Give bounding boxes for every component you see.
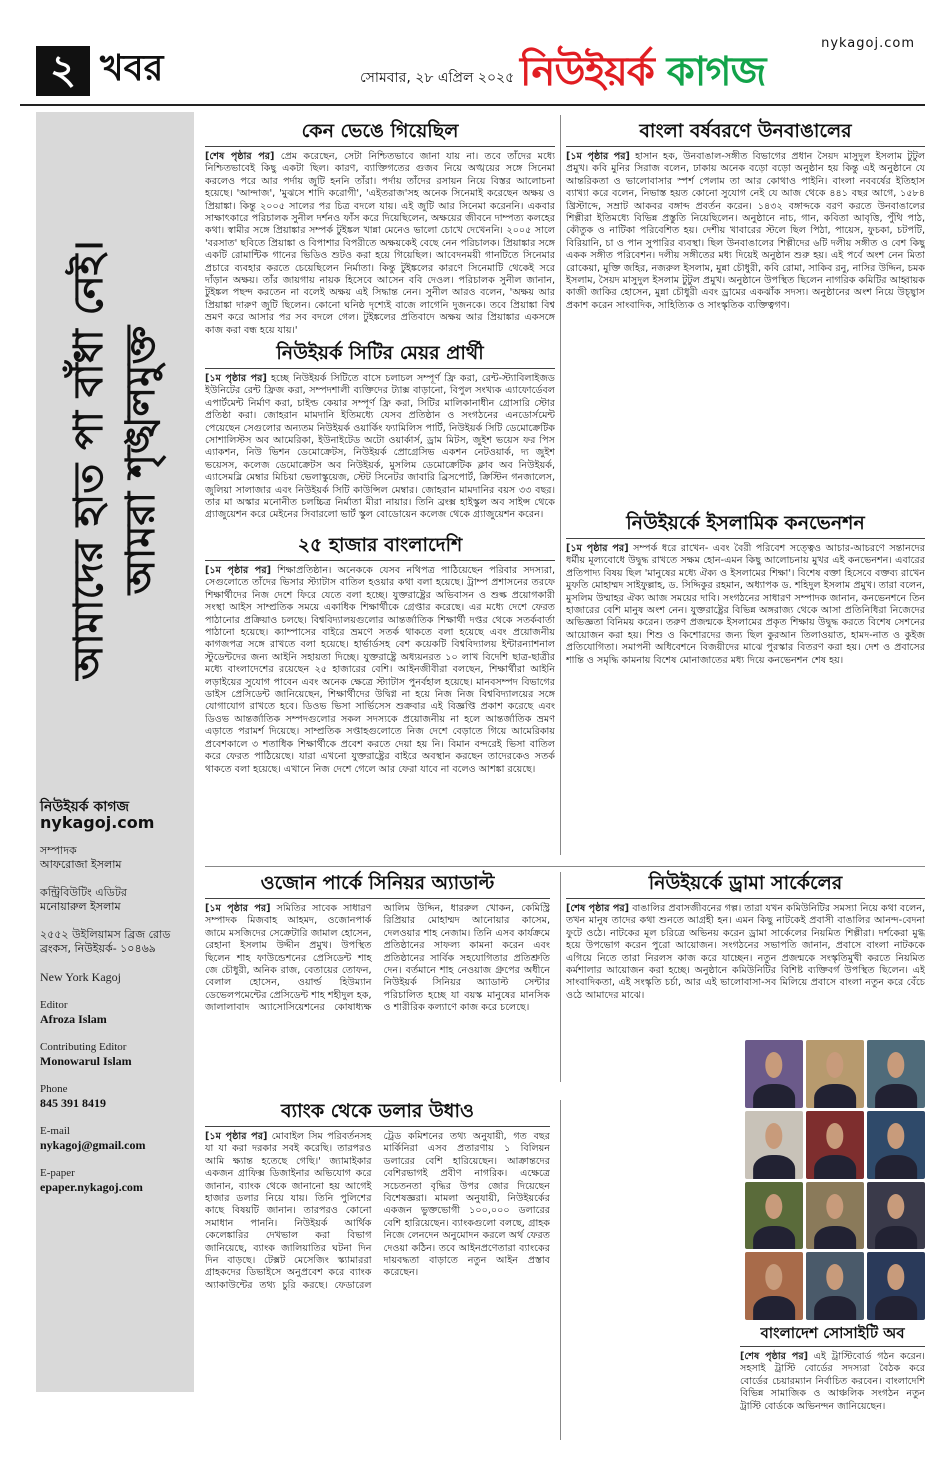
article-body: [শেষ পৃষ্ঠার পর] এই ট্রাস্টিবোর্ড গঠন করেন। সহসাই ট্রাস্টি বোর্ডের সদস্যরা বৈঠক করে বোর্ডের চেয়ারম্যান নির্বাচিত করবেন। বাংলাদেশি বিভিন্ন সামাজিক ও আঞ্চলিক সংগঠন নতুন ট্রাস্টি বোর্ডকে অভিনন্দন জানিয়েছেন। [740,1351,925,1412]
contrib-name: Monowarul Islam [40,1054,132,1068]
masthead-page-label [36,46,163,96]
column-divider [560,115,561,855]
logo-url: nykagoj.com [821,36,915,51]
epaper-label: E-paper [40,1167,75,1179]
article-title: নিউইয়র্ক সিটির মেয়র প্রার্থী [276,342,484,364]
paper-name-bn: নিউইয়র্ক কাগজ [40,799,130,815]
photo-collage [745,1040,925,1320]
article-ken-bhenge [205,118,555,340]
phone-label: Phone [40,1083,68,1095]
page-number: ২ [36,46,90,96]
editor-label-bn: সম্পাদক [40,844,77,857]
email-label: E-mail [40,1125,70,1137]
masthead-rule [20,104,925,106]
issue-date: সোমবার, ২৮ এপ্রিল ২০২৫ [360,70,515,86]
portrait-photo [806,1182,864,1250]
newspaper-logo [520,36,915,100]
article-ozone [205,870,550,1085]
article-title: বাংলাদেশ সোসাইটি অব [760,1324,905,1342]
logo-part-1: নিউইয়র্ক [520,49,654,95]
article-title: ব্যাংক থেকে ডলার উধাও [281,1100,474,1122]
address-line-1: ২৫৫২ উইলিয়ামস ব্রিজ রোড [40,928,171,941]
portrait-photo [867,1040,925,1108]
article-islamic [566,510,925,855]
article-body: [শেষ পৃষ্ঠার পর] বাঙালির প্রবাসজীবনের গল্প। তারা যখন কমিউনিটির সমস্যা নিয়ে কথা বলেন, তখন মানুষ তাদের কথা শুনতে আগ্রহী হন। এমন কিছু নাটকেই প্রবাসী বাঙালির আনন্দ-বেদনা ফুটে ওঠে। নাটকের মূল চরিত্রে অভিনয় করেন ড্রামা সার্কেলের নিয়মিত শিল্পীরা। দর্শকেরা মুগ্ধ হয়ে উপভোগ করেন পুরো আয়োজন। সংগঠনের সভাপতি জানান, প্রবাসে বাংলা নাটককে এগিয়ে নিতে তারা নিরলস কাজ করে যাচ্ছেন। নতুন প্রজন্মকে সংস্কৃতিমুখী করতে নিয়মিত কর্মশালার আয়োজন করা হচ্ছে। অনুষ্ঠানে কমিউনিটির বিশিষ্ট ব্যক্তিবর্গ উপস্থিত ছিলেন। এই সাংবাদিকতা, এই সংস্কৃতি চর্চা, আর এই ভালোবাসা-সব মিলিয়ে প্রবাসে বাংলা নতুন করে বেঁচে ওঠে আমাদের মাঝে। [566,903,925,1001]
portrait-photo [745,1182,803,1250]
contrib-name-bn: মনোয়ারুল ইসলাম [40,900,121,913]
column-divider [560,1100,561,1440]
email-link[interactable]: nykagoj@gmail.com [40,1138,146,1152]
address-line-2: ব্রংকস, নিউইয়র্ক- ১০৪৬৯ [40,942,156,955]
contrib-label: Contributing Editor [40,1041,127,1053]
article-drama [566,870,925,1030]
phone-number: 845 391 8419 [40,1096,106,1110]
portrait-photo [867,1111,925,1179]
editor-name: Afroza Islam [40,1012,107,1026]
article-title: নিউইয়র্কে ড্রামা সার্কেলের [648,872,843,894]
article-bank [205,1098,550,1438]
slogan-line-2: আমরা শৃঙ্খলমুক্ত [118,325,164,595]
column-divider [560,872,561,1082]
article-body: [১ম পৃষ্ঠার পর] শিক্ষাপ্রতিষ্ঠান। অনেককে যেসব নথিপত্র পাঠিয়েছেন পরিবার সদস্যরা, সেগুলোতে তাঁদের ভিসার স্ট্যাটাস বাতিল হওয়ার কথা বলা হয়েছে। ট্রাম্প প্রশাসনের তরফে শিক্ষার্থীদের নিজ দেশে ফিরে যেতে বলা হচ্ছে। যুক্তরাষ্ট্রের অভিবাসন ও শুল্ক প্রয়োগকারী সংস্থা আইস সাম্প্রতিক সময়ে একাধিক শিক্ষার্থীকে গ্রেপ্তার করেছে। এর মধ্যে দেশে ফেরত পাঠানোর প্রক্রিয়াও চলছে। বিশ্ববিদ্যালয়গুলোর আন্তর্জাতিক শিক্ষার্থী দপ্তর থেকে সতর্কবার্তা পাঠানো হয়েছে। ক্যাম্পাসের বাইরে ভ্রমণে সতর্ক থাকতে বলা হয়েছে এবং প্রয়োজনীয় কাগজপত্র সঙ্গে রাখতে বলা হয়েছে। হার্ভার্ডসহ বেশ কয়েকটি বিশ্ববিদ্যালয় ইন্টারন্যাশনাল স্টুডেন্টদের জন্য আইনি সহায়তা দিচ্ছে। যুক্তরাষ্ট্রে অধ্যয়নরত ১০ লাখ বিদেশি ছাত্র-ছাত্রীর মধ্যে বাংলাদেশের রয়েছেন ২৫ হাজারের বেশি। আইনজীবীরা বলছেন, শিক্ষার্থীরা আইনি লড়াইয়ের সুযোগ পাবেন এবং অনেক ক্ষেত্রে স্ট্যাটাস পুনর্বহাল হয়েছে। মানবসম্পদ বিভাগের ডাইস প্রেসিডেন্ট জানিয়েছেন, শিক্ষার্থীদের উদ্বিগ্ন না হয়ে নিজ নিজ বিশ্ববিদ্যালয়ের সঙ্গে যোগাযোগ রাখতে হবে। ডিওভ ভিসা সার্ভিসেস শুক্রবার এই বিজ্ঞপ্তি প্রকাশ করেছে এবং ডিওভ আন্তর্জাতিক সম্পদগুলোর সকল সদস্যকে প্রয়োজনীয় না হলে আন্তর্জাতিক ভ্রমণ এড়াতে পরামর্শ দিয়েছে। সাম্প্রতিক সপ্তাহগুলোতে নিজ দেশে বেড়াতে গিয়ে আমেরিকায় প্রবেশকালে ৩ শতাধিক শিক্ষার্থীকে প্রবেশ করতে দেয়া হয় নি। বিমান বন্দরেই ভিসা বাতিল করে ফেরত পাঠিয়েছে। যারা এখনো যুক্তরাষ্ট্রের বাইরে অবস্থান করছেন তাদেরকেও সতর্ক থাকতে বলা হয়েছে। এখানে নিজ দেশে গেলে আর ফেরা যাবে না বলেও আশঙ্কা রয়েছে। [205,565,555,775]
article-title: ২৫ হাজার বাংলাদেশি [297,534,463,556]
sidebar-slogan [36,140,194,780]
portrait-photo [745,1111,803,1179]
article-baishakh [566,118,925,508]
portrait-photo [745,1252,803,1320]
editor-name-bn: আফরোজা ইসলাম [40,858,122,871]
slogan-line-1: আমাদের হাত পা বাঁধা নেই। [66,240,112,680]
editor-label: Editor [40,999,68,1011]
article-title: বাংলা বর্ষবরণে উনবাঙালের [639,120,852,142]
portrait-photo [867,1182,925,1250]
article-title: নিউইয়র্কে ইসলামিক কনভেনশন [626,512,865,534]
portrait-photo [867,1252,925,1320]
logo-part-2: কাগজ [666,49,766,95]
article-mayor [205,340,555,530]
article-body: [১ম পৃষ্ঠার পর] সম্পর্ক ধরে রাখেন- এবং বৈরী পরিবেশ সত্ত্বেও আচার-আচরণে সন্তানদের ধর্মীয় মূল্যবোধে উদ্বুদ্ধ রাখতে সক্ষম হোন-এমন কিছু আলোচনায় মুখর এই কনভেনশন। এবারের প্রতিপাদ্য বিষয় ছিল 'মানুষের মধ্যে ঐক্য ও ইসলামের শিক্ষা'। বিশেষ বক্তা হিসেবে বক্তব্য রাখেন মুফতি মোহাম্মদ সাইফুল্লাহ, ড. সিদ্দিকুর রহমান, অধ্যাপক ড. শহিদুল ইসলাম প্রমুখ। তারা বলেন, মুসলিম উম্মাহর ঐক্য আজ সময়ের দাবি। সংগঠনের সাধারণ সম্পাদক জানান, কনভেনশনে তিন হাজারের বেশি মানুষ অংশ নেন। যুক্তরাষ্ট্রের বিভিন্ন অঙ্গরাজ্য থেকে আসা প্রতিনিধিরা নিজেদের অভিজ্ঞতা বিনিময় করেন। তরুণ প্রজন্মকে ইসলামের প্রকৃত শিক্ষায় উদ্বুদ্ধ করতে বিশেষ সেশনের আয়োজন করা হয়। শিশু ও কিশোরদের জন্য ছিল কুরআন তিলাওয়াত, হামদ-নাত ও কুইজ প্রতিযোগিতা। সমাপনী অধিবেশনে বিজয়ীদের মাঝে পুরস্কার বিতরণ করা হয়। দেশ ও প্রবাসের শান্তি ও সমৃদ্ধি কামনায় বিশেষ মোনাজাতের মধ্য দিয়ে কনভেনশন শেষ হয়। [566,543,925,666]
row-divider [205,866,925,867]
epaper-link[interactable]: epaper.nykagoj.com [40,1180,143,1194]
article-title: ওজোন পার্কে সিনিয়র অ্যাডাল্ট [260,872,495,894]
paper-name-en: New York Kagoj [40,970,121,984]
article-society [740,1322,925,1442]
article-body: [১ম পৃষ্ঠার পর] সমিতির সাবেক সাধারণ সম্পাদক মিজবাহ আহমদ, ওজোনপার্ক জামে মসজিদের সেক্রেটারি জামাল হোসেন, রেহানা ইসলাম উদ্দীন প্রমুখ। উপস্থিত ছিলেন শাহ ফাউন্ডেশনের প্রেসিডেন্ট শাহ জে চৌধুরী, অনিক রাজ, বেতায়ের তোফন, বেলাল হোসেন, ওয়ার্ল্ড হিউম্যান ডেভেলপমেন্টের প্রেসিডেন্ট শাহ শহীদুল হক, জালালাবাদ অ্যাসোসিয়েশনের কোষাধ্যক্ষ আলিম উদ্দিন, ধাররুল খোকন, কেমিস্ট্রি রিপ্রিয়ার মোহাম্মদ আনোয়ার কাসেম, দেলওয়ার শাহ নেজাম। তিনি এসব কার্যক্রমে প্রতিষ্ঠানের সাফল্য কামনা করেন এবং প্রতিষ্ঠানের সার্বিক সহযোগিতার প্রতিশ্রুতি দেন। বর্তমানে শাহ নেওয়াজ গ্রুপের অধীনে নিউইয়র্ক সিনিয়র অ্যাডাল্ট সেন্টার পরিচালিত হচ্ছে যা বয়স্ক মানুষের মানসিক ও শারীরিক কল্যাণে কাজ করে চলেছে। [205,903,550,1014]
article-title: কেন ভেঙে গিয়েছিল [301,120,459,142]
article-body: [শেষ পৃষ্ঠার পর] প্রেম করেছেন, সেটা নিশ্চিতভাবে জানা যায় না। তবে তাঁদের মধ্যে নিশ্চিতভাবেই কিছু একটা ছিল। কারণ, ব্যাক্তিগতের গুজব নিয়ে অঙ্খয়ের সঙ্গে সিনেমা করলেও পরে আর পর্দায় জুটি হননি তাঁরা। পর্দায় তাঁদের রসায়ন নিয়ে বিস্তর আলোচনা হয়েছে। 'আন্দাজ', 'মুঝসে শাদি করোগী', 'এইতরাজ'সহ অনেক সিনেমাই করেছেন অক্ষয় ও প্রিয়াঙ্কা। কিন্তু ২০০৫ সালের পর চিত্র বদলে যায়। এই জুটি আর সিনেমা করেননি। একবার সাক্ষাৎকারে পরিচালক সুনীল দর্শনও ফাঁস করে দিয়েছিলেন, অক্ষয়ের জীবনে দাম্পত্য কলহের কথা। স্বামীর সঙ্গে প্রিয়াঙ্কার সম্পর্ক টুইঙ্কল খান্না মেনেও ভালো চোখে দেখেননি। ২০০৫ সালে 'বরসাত' ছবিতে প্রিয়াঙ্কা ও বিপাশার বিপরীতে অক্ষয়কেই বেছে নেন পরিচালক। প্রিয়াঙ্কার সঙ্গে একটি রোমান্টিক গানের ভিডিও শুটও করা হয়ে গিয়েছিল। আবেদনময়ী গানটিতে সিনেমার প্রচারে ব্যবহার করতে চেয়েছিলেন নির্মাতা। কিন্তু টুইঙ্কলের কারণে সিনেমাটি থেকেই সরে দাঁড়ান অক্ষয়। তাঁর জায়গায় নায়ক হিসেবে আসেন ববি দেওল। পরিচালক সুনীল জানান, টুইঙ্কল পছন্দ করতেন না বলেই অক্ষয় এই সিদ্ধান্ত নেন। সুনীল আরও বলেন, 'অক্ষয় আর প্রিয়াঙ্কা দারুণ জুটি ছিলেন। কোনো ঘনিষ্ঠ দৃশ্যেই বাজে লাগেনি দুজনকে। তবে প্রিয়াঙ্কা বিশ্ব ভ্রমণ করে আসার পর সব বদলে গেল। টুইঙ্কলের প্রতিবাদে অক্ষয় আর প্রিয়াঙ্কার একসঙ্গে কাজ করা বন্ধ হয়ে যায়।' [205,151,555,336]
section-name: খবর [100,48,164,89]
portrait-photo [806,1252,864,1320]
article-25k [205,532,555,862]
portrait-photo [806,1040,864,1108]
portrait-photo [745,1040,803,1108]
article-body: [১ম পৃষ্ঠার পর] মোবাইল সিম পরিবর্তনসহ যা যা করা দরকার সবই করেছি। তারপরও আমি ক্ষ্যান্ত হতেছে গেছি।' জ্যামাইকার একজন গ্রাফিক্স ডিজাইনার অভিযোগ করে জানান, ব্যাংক থেকে জানানো হয় আগেই হাজার ডলার নিয়ে যায়। তিনি পুলিশের কাছে বিষয়টি জানান। তারপরও কোনো সমাধান পাননি। নিউইয়র্ক আর্থিক কেলেঙ্কারির দেখভাল করা বিভাগ জানিয়েছে, ব্যাংক জালিয়াতির ঘটনা দিন দিন বাড়ছে। টেক্সট মেসেজিং স্ক্যামাররা গ্রাহকদের ডিভাইসে অনুপ্রবেশ করে ব্যাংক অ্যাকাউন্টের তথ্য চুরি করছে। ফেডারেল ট্রেড কমিশনের তথ্য অনুযায়ী, গত বছর মার্কিনিরা এসব প্রতারণায় ১ বিলিয়ন ডলারের বেশি হারিয়েছেন। আক্রান্তদের বেশিরভাগই প্রবীণ নাগরিক। এক্ষেত্রে সচেতনতা বৃদ্ধির উপর জোর দিয়েছেন বিশেষজ্ঞরা। মামলা অনুযায়ী, নিউইয়র্কের একজন ভুক্তভোগী ১০০,০০০ ডলারের বেশি হারিয়েছেন। ব্যাংকগুলো বলছে, গ্রাহক নিজে লেনদেন অনুমোদন করলে অর্থ ফেরত দেওয়া কঠিন। তবে আইনপ্রণেতারা ব্যাংকের দায়বদ্ধতা বাড়াতে নতুন আইন প্রস্তাব করেছেন। [205,1131,550,1291]
contrib-label-bn: কন্ট্রিবিউটিং এডিটর [40,886,127,899]
sidebar-imprint [40,800,192,1194]
article-body: [১ম পৃষ্ঠার পর] হচ্ছে নিউইয়র্ক সিটিতে বাসে চলাচল সম্পূর্ণ ফ্রি করা, রেন্ট-স্ট্যাবিলাইজড ইউনিটের রেন্ট ফ্রিজ করা, সম্পদশালী ব্যক্তিদের ট্যাক্স বাড়ানো, বিপুল সংখ্যক এ্যাফোর্ডেবল এপার্টমেন্ট নির্মাণ করা, চাইল্ড কেয়ার সম্পূর্ণ ফ্রি করা, সিটির মালিকানাধীন গ্রোসারি স্টোর প্রতিষ্ঠা করা। জোহরান মামদানি ইতিমধ্যে যেসব প্রতিষ্ঠান ও সংগঠনের এনডোর্সমেন্ট পেয়েছেন সেগুলোর অন্যতম নিউইয়র্ক ওয়ার্কিং ফ্যামিলিস পার্টি, নিউইয়র্ক সিটি ডেমোক্রেটিক সোশালিস্টস অব আমেরিকা, ইউনাইটেড অটো ওয়ার্কার্স, ড্রাম মিটস, জুইশ ভয়েস ফর পিস এ্যাকশন, নিউ ভিশন ডেমোক্রেটস, নিউইয়র্ক প্রোগ্রেসিভ একশন নেটওয়ার্ক, দ্য জুইশ ভয়েসস, কলেজ ডেমোক্রেটস অব নিউইয়র্ক, মুসলিম ডেমোক্রেটিক ক্লাব অব নিউইয়র্ক, এ্যাসেমব্লি মেম্বার মিচিয়া ভেলাস্কুয়েজ, স্টেট সিনেটর জাবারি ব্রিসপোর্ট, ক্রিস্টিন গনজালেস, জুলিয়া সালাজার এবং নিউইয়র্ক সিটি কাউন্সিল মেম্বার। জোহরান মামদানির বয়স ৩৩ বছর। তার মা অস্কার মনোনীত চলচ্চিত্র নির্মাতা মীরা নায়ার। তিনি ব্রংক্স হাইস্কুল অব সাইন্স থেকে গ্র্যাজুয়েশন করে মেইনের সিবারলো ভার্ট স্কুল বোডোয়েন কলেজ থেকে গ্র্যাজুয়েশন করেন। [205,373,555,521]
article-body: [১ম পৃষ্ঠার পর] হাসান হক, উনবাঙাল-সঙ্গীত বিভাগের প্রধান সৈয়দ মাসুদুল ইসলাম টুটুল প্রমুখ। কবি মুনির সিরাজ বলেন, ঢাকায় অনেক বড়ো বড়ো অনুষ্ঠান হয় কিন্তু এই অনুষ্ঠানে যে আন্তরিকতা ও ভালোবাসার স্পর্শ পেলাম তা আর কোথাও পাইনি। বাংলা নববর্ষের ইতিহাস ব্যাখ্যা করে বলেন, নিভাস্ত হয়ত কোনো সুযোগ নেই যে আজ থেকে ৪৪১ বছর আগে, ১৫৮৪ খ্রিস্টাব্দে, সম্রাট আকবর বঙ্গাব্দ প্রবর্তন করেন। ১৪৩২ বঙ্গাব্দকে বরণ করতে উনবাঙালের শিল্পীরা ইতিমধ্যে বিভিন্ন প্রস্তুতি নিয়েছিলেন। অনুষ্ঠানে নাচ, গান, কবিতা আবৃত্তি, পুঁথি পাঠ, কৌতুক ও নাটিকা পরিবেশিত হয়। দেশীয় খাবারের স্টলে ছিল পিঠা, পায়েস, ফুচকা, চটপটি, বিরিয়ানি, চা ও পান সুপারির ব্যবস্থা। ছিল উনবাঙালের শিল্পীদের ৬টি দলীয় সঙ্গীত ও বেশ কিছু একক সঙ্গীত পরিবেশন। দলীয় সঙ্গীতের মধ্য দিয়েই অনুষ্ঠান শুরু হয়। এই পর্বে অংশ নেন মিতা রোকেয়া, মুক্তি জহির, নজরুল ইসলাম, মুন্না চৌধুরী, কবি রোমা, সাকিব রনু, নাসির উদ্দিন, চমক ইসলাম, সৈয়দ মাসুদুল ইসলাম টুটুল প্রমুখ। অনুষ্ঠানে উপস্থিত ছিলেন নাগরিক কমিটির আহ্বায়ক কাজী জাকির হোসেন, মুন্না চৌধুরী এবং ড্রামের একঝাঁক সদস্য। অনুষ্ঠানের অংশ নিয়ে উচ্ছ্বাস প্রকাশ করেন সাংবাদিক, সাহিত্যিক ও সাংস্কৃতিক ব্যক্তিত্বগণ। [566,151,925,311]
portrait-photo [806,1111,864,1179]
paper-url: nykagoj.com [40,813,155,832]
